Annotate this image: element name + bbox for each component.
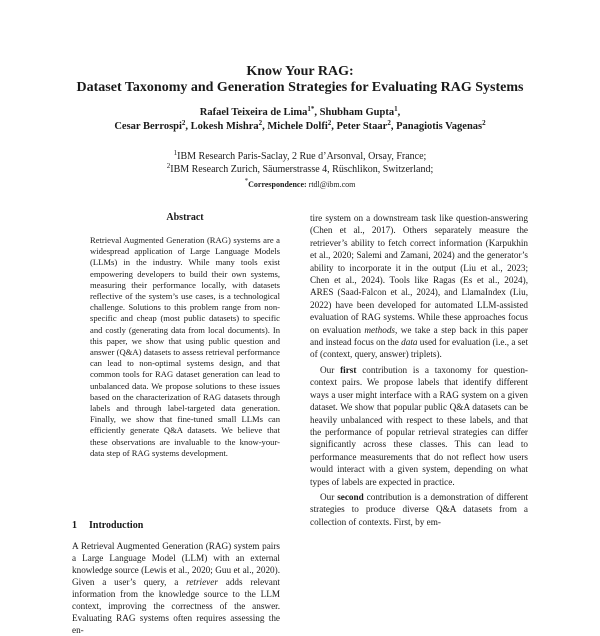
bold-text: first <box>340 364 357 375</box>
correspondence-mark: * <box>244 177 249 185</box>
section-title: Introduction <box>89 520 144 531</box>
introduction-paragraph-2 <box>310 212 528 361</box>
text-run: , we take a step back in this paper and instead focus on the <box>310 324 528 348</box>
section-heading-introduction <box>72 520 143 531</box>
text-run: A Retrieval Augmented Generation (RAG) system pairs a Large Language Model (LLM) with an external knowledge source (Lewis et al., 2020; Guu et al., 2020). Given a user’s query, a <box>72 541 280 587</box>
author-name: Michele Dolfi <box>267 121 328 132</box>
author-list-line-2: Cesar Berrospi$^2$, Lokesh Mishra$^2$, Michele Dolfi$^2$, Peter Staar$^2$, Panagiotis Vagenas$^2$ <box>114 119 486 132</box>
introduction-paragraph-1 <box>72 540 280 636</box>
author-affiliation-mark: 1 <box>394 105 398 113</box>
section-number: 1 <box>72 520 77 531</box>
bold-text: second <box>337 491 364 502</box>
author-name: Peter Staar <box>336 121 388 132</box>
author-name: Lokesh Mishra <box>190 121 259 132</box>
text-run: contribution is a demonstration of different strategies to produce diverse Q&A datasets from a collection of contexts. First, by em- <box>310 491 528 527</box>
contribution-paragraph-2 <box>310 491 528 528</box>
affiliation-2 <box>0 163 600 176</box>
affiliation-text: IBM Research Zurich, Säumerstrasse 4, Rüschlikon, Switzerland; <box>170 164 434 175</box>
correspondence <box>0 178 600 191</box>
text-run: used for evaluation (i.e., a set of (context, query, answer) triplets). <box>310 337 529 360</box>
emphasis-text: data <box>401 337 418 348</box>
affiliation-mark: 2 <box>166 162 171 170</box>
author-affiliation-mark: 2 <box>482 119 486 127</box>
author-affiliation-mark: 2 <box>258 119 263 127</box>
affiliation-1 <box>0 150 600 163</box>
text-run: Our <box>320 491 338 502</box>
author-name: Rafael Teixeira de Lima <box>199 107 308 118</box>
emphasis-text: methods <box>364 324 395 335</box>
emphasis-text: retriever <box>186 577 218 587</box>
paper-title-line-1: Know Your RAG: <box>246 64 354 79</box>
correspondence-email: rtdl@ibm.com <box>308 180 356 189</box>
author-affiliation-mark: 2 <box>181 119 186 127</box>
author-name: Panagiotis Vagenas <box>396 121 483 132</box>
author-name: Cesar Berrospi <box>114 121 182 132</box>
affiliation-text: IBM Research Paris-Saclay, 2 Rue d’Arsonval, Orsay, France; <box>177 151 427 162</box>
text-run: Our <box>320 364 341 375</box>
affiliation-mark: 1 <box>173 149 178 157</box>
author-name: Shubham Gupta <box>319 107 395 118</box>
author-affiliation-mark: 2 <box>387 119 391 127</box>
text-run: tire system on a downstream task like question-answering (Chen et al., 2017). Others separately measure the retriever’s ability to fetch correct information (Karpukhin et al., 2020; Salemi and Zamani, 2024) and the generator’s ability to incorporate it in the output (Liu et al., 2023; Chen et al., 2024). Tools like Ragas (Es et al., 2024), ARES (Saad-Falcon et al., 2024), and LlamaIndex (Liu, 2022) have been developed for automated LLM-assisted evaluation of RAG systems. While these approaches focus on evaluation <box>310 213 528 335</box>
author-list-line-1: Rafael Teixeira de Lima$^{1*}$, Shubham Gupta$^1$, <box>199 105 401 118</box>
correspondence-label: Correspondence: <box>248 180 307 189</box>
right-column-text <box>310 212 528 528</box>
contribution-paragraph-1 <box>310 364 528 488</box>
text-run: adds relevant information from the knowledge source to the LLM context, improving the correctness of the answer. Evaluating RAG systems often requires assessing the en- <box>72 577 280 635</box>
text-run: contribution is a taxonomy for question-context pairs. We propose labels that identify different ways a user might interface with a RAG system on a given dataset. We show that popular public Q&A datasets can be heavily unbalanced with respect to these labels, and that the performance of popular retrieval strategies can differ significantly across these classes. This can lead to performance measurements that do not reflect how users would interact with a given system, depending on what types of labels are expected in practice. <box>310 364 528 487</box>
paper-title-line-2: Dataset Taxonomy and Generation Strategies for Evaluating RAG Systems <box>76 80 524 95</box>
author-affiliation-mark: 1* <box>307 105 315 113</box>
abstract-heading: Abstract <box>166 212 204 223</box>
author-affiliation-mark: 2 <box>327 119 332 127</box>
abstract-body: Retrieval Augmented Generation (RAG) systems are a widespread application of Large Language Models (LLMs) in the industry. While many tools exist empowering developers to build their own systems, measuring their performance locally, with datasets reflective of the system’s use cases, is a technological challenge. Solutions to this problem range from non-specific and cheap (most public datasets) to specific and costly (generating data from local documents). In this paper, we show that using public question and answer (Q&A) datasets to assess retrieval performance can lead to non-optimal systems design, and that common tools for RAG dataset generation can lead to unbalanced data. We propose solutions to these issues based on the characterization of RAG datasets through labels and through label-targeted data generation. Finally, we show that fine-tuned small LLMs can efficiently generate Q&A datasets. We believe that these observations are invaluable to the know-your-data step of RAG systems development. <box>90 235 280 458</box>
